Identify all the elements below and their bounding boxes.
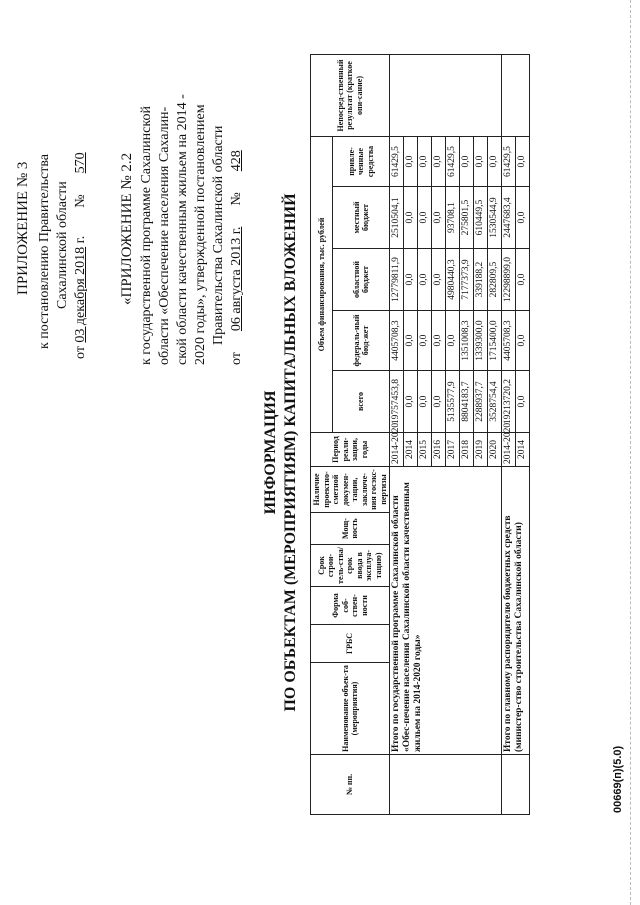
appendix-date-prefix: от bbox=[229, 352, 244, 365]
local-cell: 0,0 bbox=[418, 187, 432, 249]
resolution-date: 03 декабря 2018 bbox=[73, 246, 88, 343]
appendix-2-2-line4: 2020 годы», утвержденной постановлением bbox=[193, 104, 208, 365]
local-cell: 2510504,1 bbox=[390, 187, 404, 249]
col-header-federal: федераль-ный бюд-жет bbox=[333, 311, 390, 371]
group1-result-cell bbox=[390, 55, 502, 137]
extra-cell: 61429,5 bbox=[390, 137, 404, 187]
period-cell: 2017 bbox=[446, 433, 460, 467]
col-header-extra: привле-ченные средства bbox=[333, 137, 390, 187]
federal-cell: 0,0 bbox=[516, 311, 530, 371]
total-cell: 0,0 bbox=[516, 371, 530, 433]
appendix-2-2-title: «ПРИЛОЖЕНИЕ № 2.2 bbox=[119, 152, 135, 305]
group1-label: Итого по государственной программе Сахалинской области «Обес-печение населения Сахалинской области качественным жильем на 2014-2020 годы» bbox=[390, 467, 502, 755]
regional-cell: 12779811,9 bbox=[390, 249, 404, 311]
federal-cell: 0,0 bbox=[432, 311, 446, 371]
federal-cell: 1351008,3 bbox=[460, 311, 474, 371]
local-cell: 0,0 bbox=[516, 187, 530, 249]
local-cell: 0,0 bbox=[432, 187, 446, 249]
period-cell: 2015 bbox=[418, 433, 432, 467]
local-cell: 1530544,9 bbox=[488, 187, 502, 249]
regional-cell: 0,0 bbox=[432, 249, 446, 311]
total-cell: 19757453,8 bbox=[390, 371, 404, 433]
appendix-date: 06 августа 2013 г. bbox=[229, 226, 244, 332]
period-cell: 2014-2020 bbox=[390, 433, 404, 467]
appendix-2-2-line1: к государственной программе Сахалинской bbox=[139, 106, 154, 365]
federal-cell: 0,0 bbox=[418, 311, 432, 371]
appendix-number: ПРИЛОЖЕНИЕ № 3 bbox=[15, 161, 31, 295]
extra-cell: 0,0 bbox=[516, 137, 530, 187]
date-year-suffix: г. bbox=[73, 235, 88, 244]
col-header-result: Непосред-ственный результат (краткое опи-сание) bbox=[311, 55, 390, 137]
federal-cell: 0,0 bbox=[446, 311, 460, 371]
date-prefix: от bbox=[73, 346, 88, 359]
local-cell: 610449,5 bbox=[474, 187, 488, 249]
total-cell: 3528754,4 bbox=[488, 371, 502, 433]
local-cell: 0,0 bbox=[404, 187, 418, 249]
resolution-number: 570 bbox=[73, 152, 88, 174]
col-header-docs: Наличие проектно-сметной докумен-тации, заключе-ния госэкс-пертизы bbox=[311, 467, 390, 513]
col-header-form: Форма соб-ствен-ности bbox=[311, 587, 390, 625]
appendix-2-2-date-line bbox=[228, 150, 246, 365]
table-header-row bbox=[311, 55, 333, 815]
total-cell: 0,0 bbox=[418, 371, 432, 433]
scan-edge-divider bbox=[630, 0, 631, 905]
period-cell: 2014 bbox=[516, 433, 530, 467]
appendix-resolution-number: 428 bbox=[229, 150, 244, 172]
regional-cell: 339188,2 bbox=[474, 249, 488, 311]
document-subtitle: ПО ОБЪЕКТАМ (МЕРОПРИЯТИЯМ) КАПИТАЛЬНЫХ ВЛОЖЕНИЙ bbox=[282, 193, 299, 712]
regional-cell: 4980440,3 bbox=[446, 249, 460, 311]
col-header-capacity: Мощ-ность bbox=[311, 513, 390, 545]
local-cell: 2447683,4 bbox=[502, 187, 516, 249]
extra-cell: 61429,5 bbox=[502, 137, 516, 187]
document-title: ИНФОРМАЦИЯ bbox=[262, 390, 279, 515]
document-code: 00669(п)(5.0) bbox=[612, 745, 624, 813]
regional-cell: 0,0 bbox=[418, 249, 432, 311]
appendix-2-2-line2: области «Обеспечение населения Сахалин- bbox=[157, 106, 172, 365]
total-cell: 0,0 bbox=[432, 371, 446, 433]
col-header-term: Срок строи-тель-ства/срок ввода в эксплуа-тацию) bbox=[311, 545, 390, 587]
table-row bbox=[502, 55, 516, 815]
regional-cell: 0,0 bbox=[516, 249, 530, 311]
col-header-regional: областной бюджет bbox=[333, 249, 390, 311]
extra-cell: 0,0 bbox=[460, 137, 474, 187]
local-cell: 93708,1 bbox=[446, 187, 460, 249]
appendix-2-2-line5: Правительства Сахалинской области bbox=[211, 125, 226, 345]
federal-cell: 4405708,3 bbox=[390, 311, 404, 371]
col-header-name: Наименование объек-та (мероприятия) bbox=[311, 663, 390, 755]
federal-cell: 1339300,0 bbox=[474, 311, 488, 371]
col-header-num: № пп. bbox=[311, 755, 390, 815]
extra-cell: 61429,5 bbox=[446, 137, 460, 187]
table-row bbox=[390, 55, 404, 815]
number-sign: № bbox=[73, 194, 88, 208]
period-cell: 2019 bbox=[474, 433, 488, 467]
total-cell: 8804183,7 bbox=[460, 371, 474, 433]
period-cell: 2018 bbox=[460, 433, 474, 467]
col-header-funding: Объем финансирования, тыс. рублей bbox=[311, 137, 333, 433]
col-header-local: местный бюджет bbox=[333, 187, 390, 249]
appendix-2-2-line3: ской области качественным жильем на 2014 - bbox=[175, 94, 190, 365]
local-cell: 275801,5 bbox=[460, 187, 474, 249]
group2-num-cell bbox=[502, 755, 530, 815]
extra-cell: 0,0 bbox=[404, 137, 418, 187]
total-cell: 0,0 bbox=[404, 371, 418, 433]
group2-result-cell bbox=[502, 55, 530, 137]
extra-cell: 0,0 bbox=[474, 137, 488, 187]
col-header-total: всего bbox=[333, 371, 390, 433]
group1-num-cell bbox=[390, 755, 502, 815]
regional-cell: 0,0 bbox=[404, 249, 418, 311]
federal-cell: 1715400,0 bbox=[488, 311, 502, 371]
appendix-ref-date-line bbox=[72, 152, 90, 359]
extra-cell: 0,0 bbox=[432, 137, 446, 187]
col-header-period: Период реали-зации, годы bbox=[311, 433, 390, 467]
period-cell: 2016 bbox=[432, 433, 446, 467]
total-cell: 5135577,9 bbox=[446, 371, 460, 433]
period-cell: 2020 bbox=[488, 433, 502, 467]
capital-investments-table bbox=[310, 54, 530, 815]
period-cell: 2014 bbox=[404, 433, 418, 467]
appendix-number-sign: № bbox=[229, 192, 244, 206]
total-cell: 19213720,2 bbox=[502, 371, 516, 433]
col-header-grbs: ГРБС bbox=[311, 625, 390, 663]
regional-cell: 7177373,9 bbox=[460, 249, 474, 311]
regional-cell: 282809,5 bbox=[488, 249, 502, 311]
period-cell: 2014-2020 bbox=[502, 433, 516, 467]
regional-cell: 12298899,0 bbox=[502, 249, 516, 311]
extra-cell: 0,0 bbox=[488, 137, 502, 187]
federal-cell: 4405708,3 bbox=[502, 311, 516, 371]
appendix-ref-region: Сахалинской области bbox=[55, 181, 70, 309]
extra-cell: 0,0 bbox=[418, 137, 432, 187]
total-cell: 2288937,7 bbox=[474, 371, 488, 433]
federal-cell: 0,0 bbox=[404, 311, 418, 371]
group2-label: Итого по главному распорядителю бюджетных средств (министер-ство строительства Сахалинской области) bbox=[502, 467, 530, 755]
appendix-ref-line: к постановлению Правительства bbox=[37, 153, 52, 349]
